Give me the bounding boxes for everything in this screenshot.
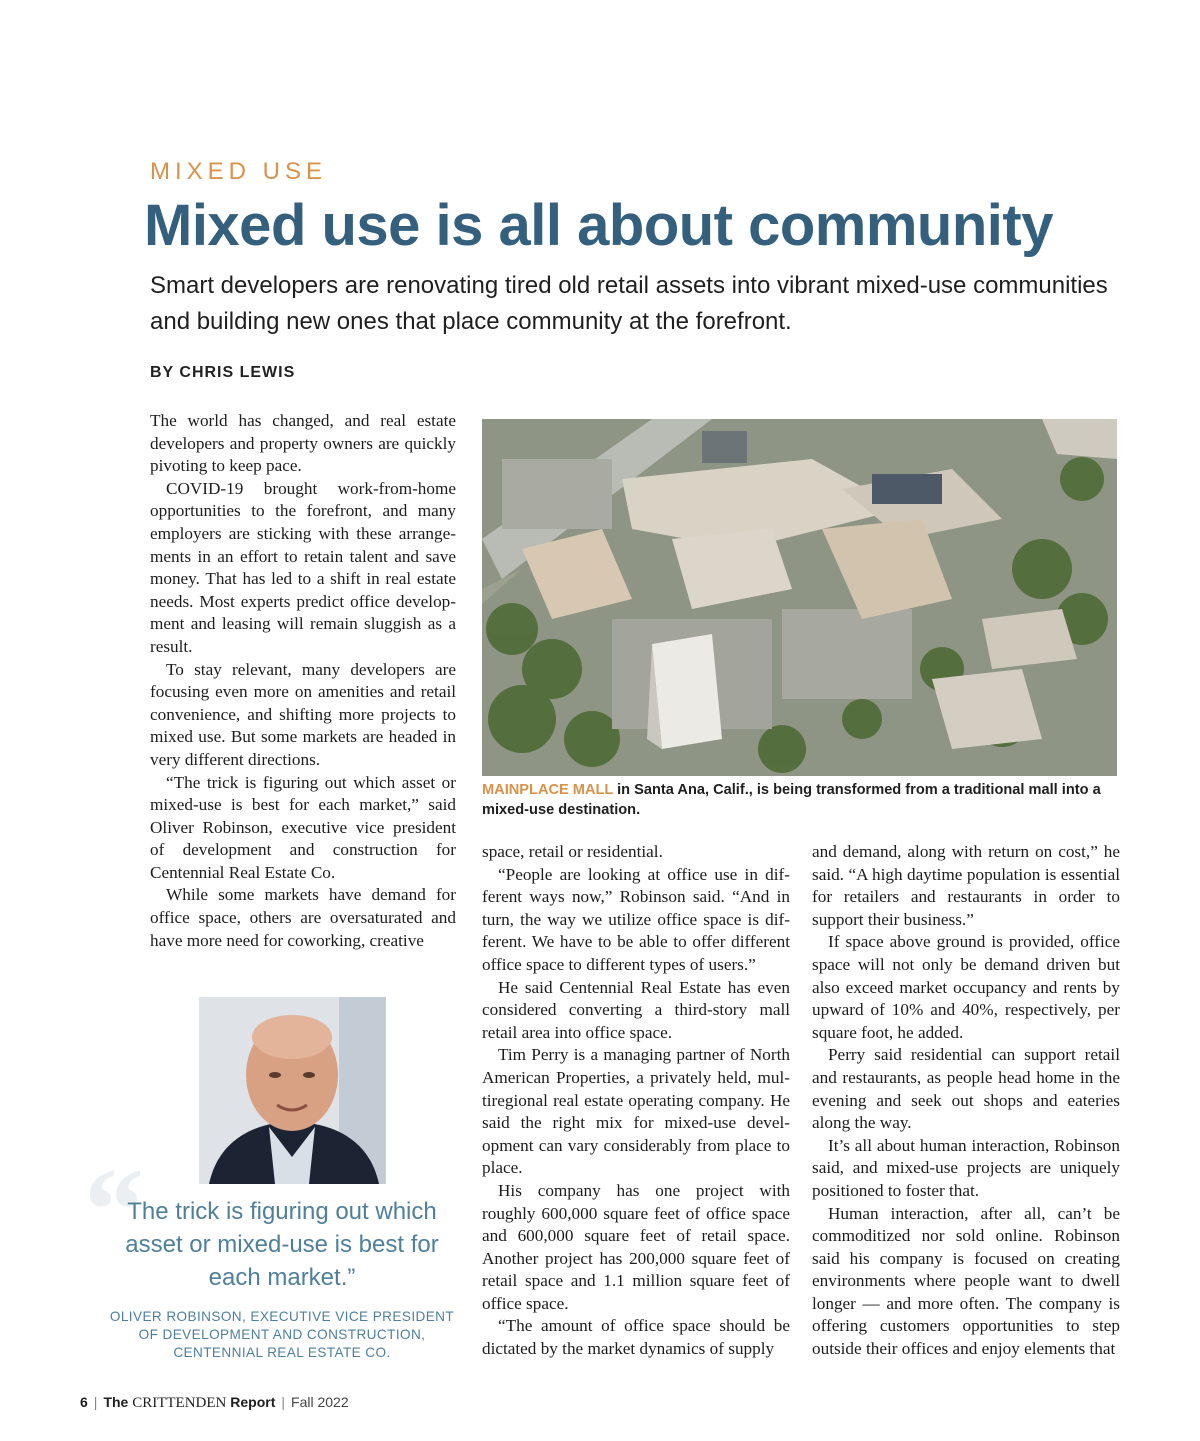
caption-lead: MAINPLACE MALL — [482, 782, 614, 798]
paragraph: His company has one project with roughly 600,000 square feet of office space and 600,000 square feet of retail space. Another project has 200,000 square feet of retail space and 1.1 million square feet of office space. — [482, 1180, 790, 1313]
paragraph: While some markets have demand for office space, others are oversaturated and have more need for coworking, creative — [150, 885, 456, 950]
paragraph: space, retail or residential. — [482, 842, 663, 861]
paragraph: To stay relevant, many developers are focusing even more on amenities and retail convenience, and shifting more projects to mixed use. But some markets are headed in very different directions. — [150, 659, 456, 769]
paragraph: “The trick is figuring out which asset or mixed-use is best for each market,” said Oliver Robinson, executive vice president of development and construction for Centennial Real Estate Co. — [150, 772, 456, 882]
publication-name: CRITTENDEN — [132, 1395, 227, 1411]
paragraph: If space above ground is provided, office space will not only be demand driven but also exceed market occupancy and rents by upward of 10% and 40%, respectively, per square foot, he added. — [812, 932, 1120, 1042]
section-kicker: MIXED USE — [150, 158, 328, 185]
body-column-1 — [150, 410, 456, 954]
footer-divider: | — [281, 1394, 286, 1410]
paragraph: The world has changed, and real estate developers and property owners are quickly pivoting to keep pace. — [150, 411, 456, 476]
paragraph: and demand, along with return on cost,” he said. “A high daytime population is essential for retailers and restaurants in order to support their business.” — [812, 842, 1120, 929]
page-footer — [80, 1394, 349, 1412]
pull-quote-attribution: OLIVER ROBINSON, EXECUTIVE VICE PRESIDENT OF DEVELOPMENT AND CONSTRUCTION, CENTENNIAL REAL ESTATE CO. — [109, 1309, 455, 1360]
headshot-photo — [199, 997, 386, 1184]
caption-text: in Santa Ana, Calif., is being transformed from a traditional mall into a mixed-use destination. — [482, 782, 1101, 818]
paragraph: It’s all about human interaction, Robinson said, and mixed-use projects are uniquely positioned to foster that. — [812, 1135, 1120, 1200]
paragraph: “People are looking at office use in different ways now,” Robinson said. “And in turn, the way we utilize office space is different. We have to be able to offer different office space to different types of users.” — [482, 864, 790, 974]
mall-aerial-photo — [482, 419, 1117, 776]
publication-the: The — [103, 1394, 129, 1410]
article-byline: BY CHRIS LEWIS — [150, 364, 296, 381]
issue-date: Fall 2022 — [291, 1394, 349, 1410]
paragraph: COVID-19 brought work-from-home opportunities to the forefront, and many employers are sticking with these arrangements in an effort to retain talent and save money. That has led to a shift in real estate needs. Most experts predict office development and leasing will remain sluggish as a result. — [150, 478, 456, 656]
photo-caption — [482, 780, 1122, 820]
footer-divider: | — [93, 1394, 98, 1410]
aerial-illustration — [482, 419, 1117, 776]
body-column-2 — [482, 841, 790, 1365]
paragraph: Perry said residential can support retail and restaurants, as people head home in the evening and seek out shops and eateries along the way. — [812, 1045, 1120, 1133]
body-column-3 — [812, 841, 1120, 1365]
paragraph: “The amount of office space should be dictated by the market dynamics of supply — [482, 1316, 790, 1359]
paragraph: Tim Perry is a managing partner of North American Properties, a privately held, multiregional real estate operating company. He said the right mix for mixed-use development can vary considerably from place to place. — [482, 1045, 790, 1178]
paragraph: He said Centennial Real Estate has even considered converting a third-story mall retail area into office space. — [482, 977, 790, 1042]
publication-report: Report — [230, 1394, 276, 1410]
quote-mark-icon: “ — [84, 1143, 144, 1276]
pull-quote: The trick is figuring out which asset or mixed-use is best for each market.” — [125, 1198, 439, 1291]
page-number: 6 — [80, 1394, 88, 1410]
article-headline: Mixed use is all about community — [144, 193, 1053, 258]
headshot-illustration — [199, 997, 386, 1184]
article-deck: Smart developers are renovating tired old retail assets into vibrant mixed-use communities and building new ones that place community at the forefront. — [150, 272, 1108, 335]
paragraph: Human interaction, after all, can’t be commoditized nor sold online. Robinson said his company is focused on creating environments where people want to dwell longer — and more often. The company is offering customers opportunities to step outside their offices and enjoy elements that — [812, 1203, 1120, 1359]
